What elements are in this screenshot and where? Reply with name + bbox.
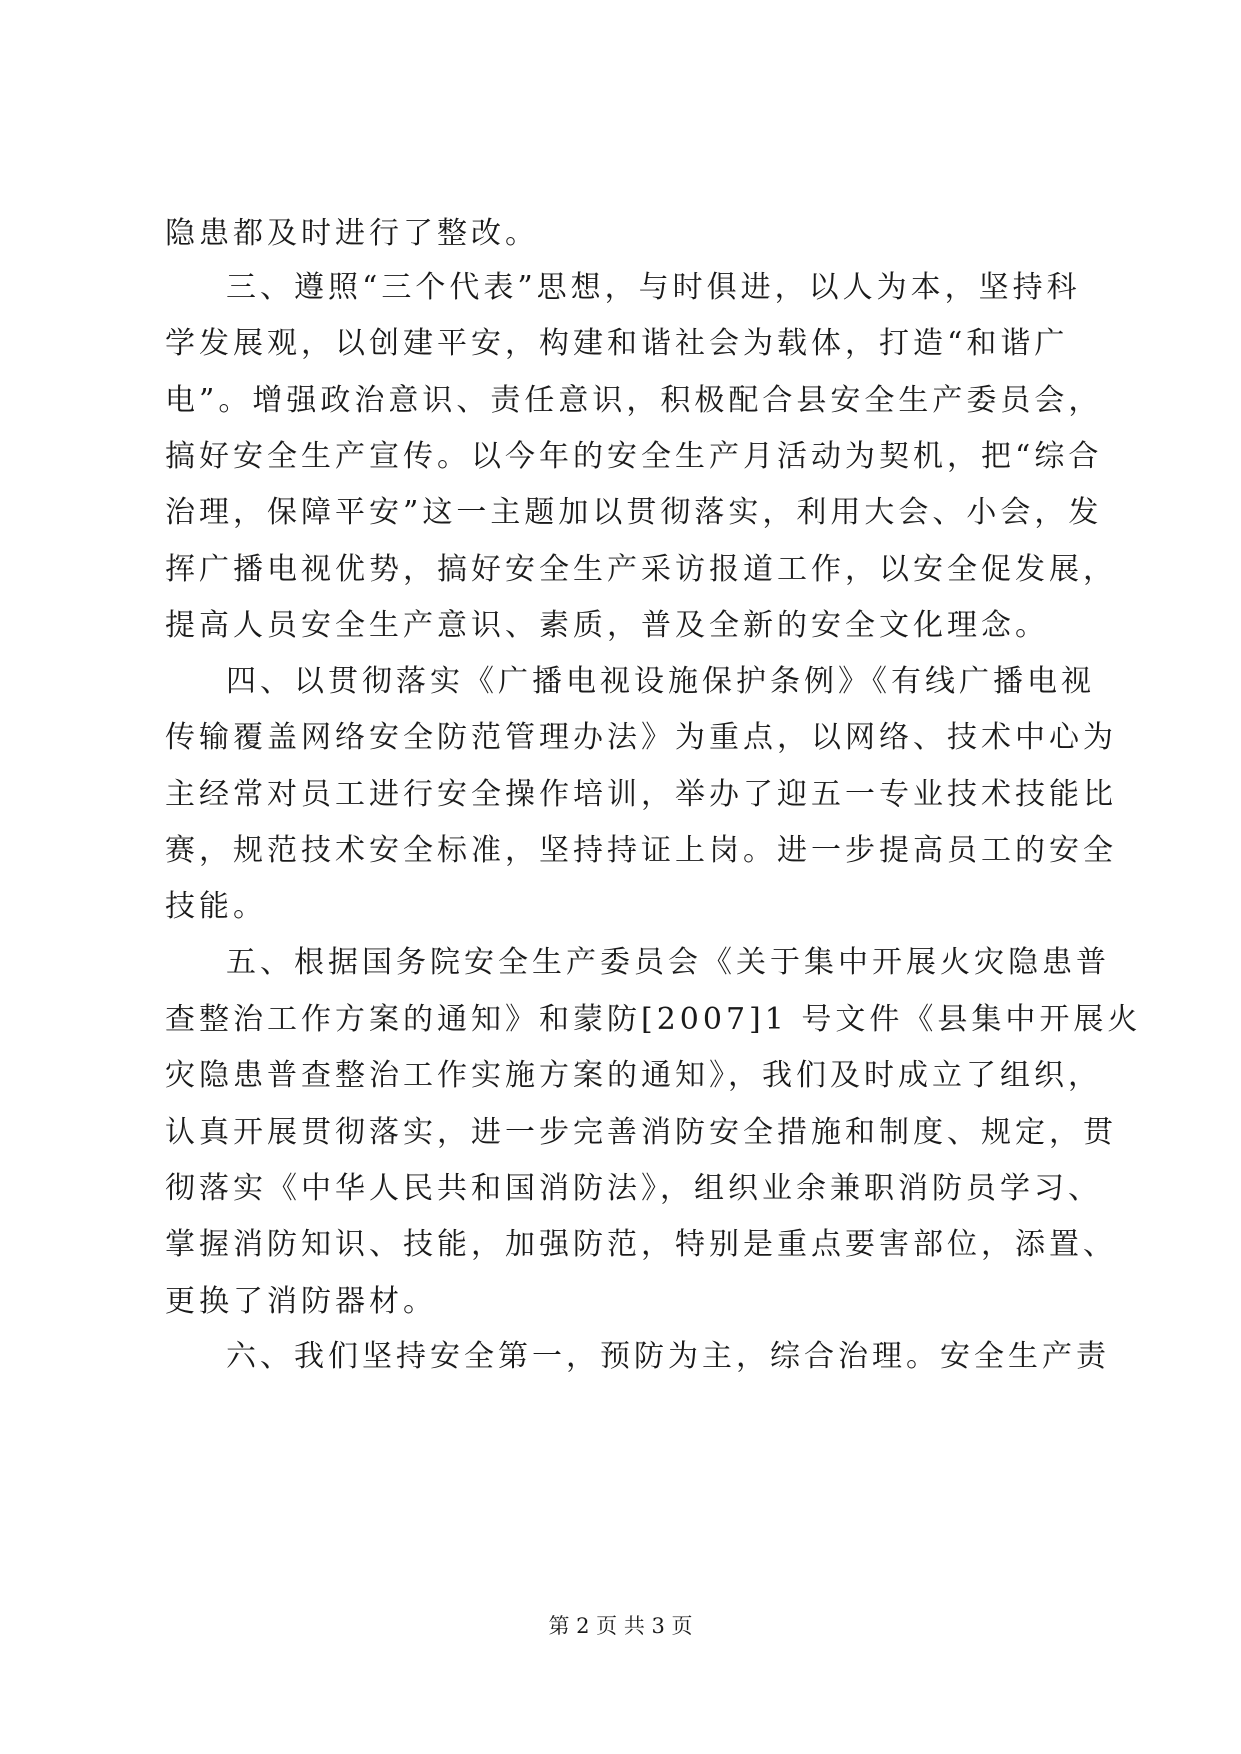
body-line: 挥广播电视优势，搞好安全生产采访报道工作，以安全促发展， — [165, 552, 1117, 587]
body-line: 赛，规范技术安全标准，坚持持证上岗。进一步提高员工的安全 — [165, 833, 1117, 868]
body-line: 掌握消防知识、技能，加强防范，特别是重点要害部位，添置、 — [165, 1227, 1117, 1262]
body-line: 彻落实《中华人民共和国消防法》，组织业余兼职消防员学习、 — [165, 1171, 1102, 1206]
body-line: 技能。 — [165, 889, 267, 924]
body-line: 更换了消防器材。 — [165, 1284, 437, 1319]
body-line: 学发展观，以创建平安，构建和谐社会为载体，打造“和谐广 — [165, 326, 1069, 361]
paragraph-5-start: 五、根据国务院安全生产委员会《关于集中开展火灾隐患普 — [226, 945, 1110, 980]
body-line: 提高人员安全生产意识、素质，普及全新的安全文化理念。 — [165, 608, 1049, 643]
body-line: 主经常对员工进行安全操作培训，举办了迎五一专业技术技能比 — [165, 777, 1117, 812]
page-number-footer: 第 2 页 共 3 页 — [548, 1614, 693, 1638]
body-line: 电”。增强政治意识、责任意识，积极配合县安全生产委员会， — [165, 383, 1103, 418]
paragraph-4-start: 四、以贯彻落实《广播电视设施保护条例》《有线广播电视 — [226, 664, 1095, 699]
body-line: 传输覆盖网络安全防范管理办法》为重点，以网络、技术中心为 — [165, 720, 1117, 755]
body-line: 隐患都及时进行了整改。 — [165, 216, 539, 251]
paragraph-3-start: 三、遵照“三个代表”思想，与时俱进，以人为本，坚持科 — [226, 270, 1081, 305]
body-line: 查整治工作方案的通知》和蒙防[2007]1 号文件《县集中开展火 — [165, 1002, 1142, 1037]
body-line: 灾隐患普查整治工作实施方案的通知》，我们及时成立了组织， — [165, 1058, 1102, 1093]
paragraph-6-start: 六、我们坚持安全第一，预防为主，综合治理。安全生产责 — [226, 1339, 1110, 1374]
body-line: 治理，保障平安”这一主题加以贯彻落实，利用大会、小会，发 — [165, 495, 1103, 530]
body-line: 搞好安全生产宣传。以今年的安全生产月活动为契机，把“综合 — [165, 439, 1103, 474]
body-line: 认真开展贯彻落实，进一步完善消防安全措施和制度、规定，贯 — [165, 1115, 1117, 1150]
